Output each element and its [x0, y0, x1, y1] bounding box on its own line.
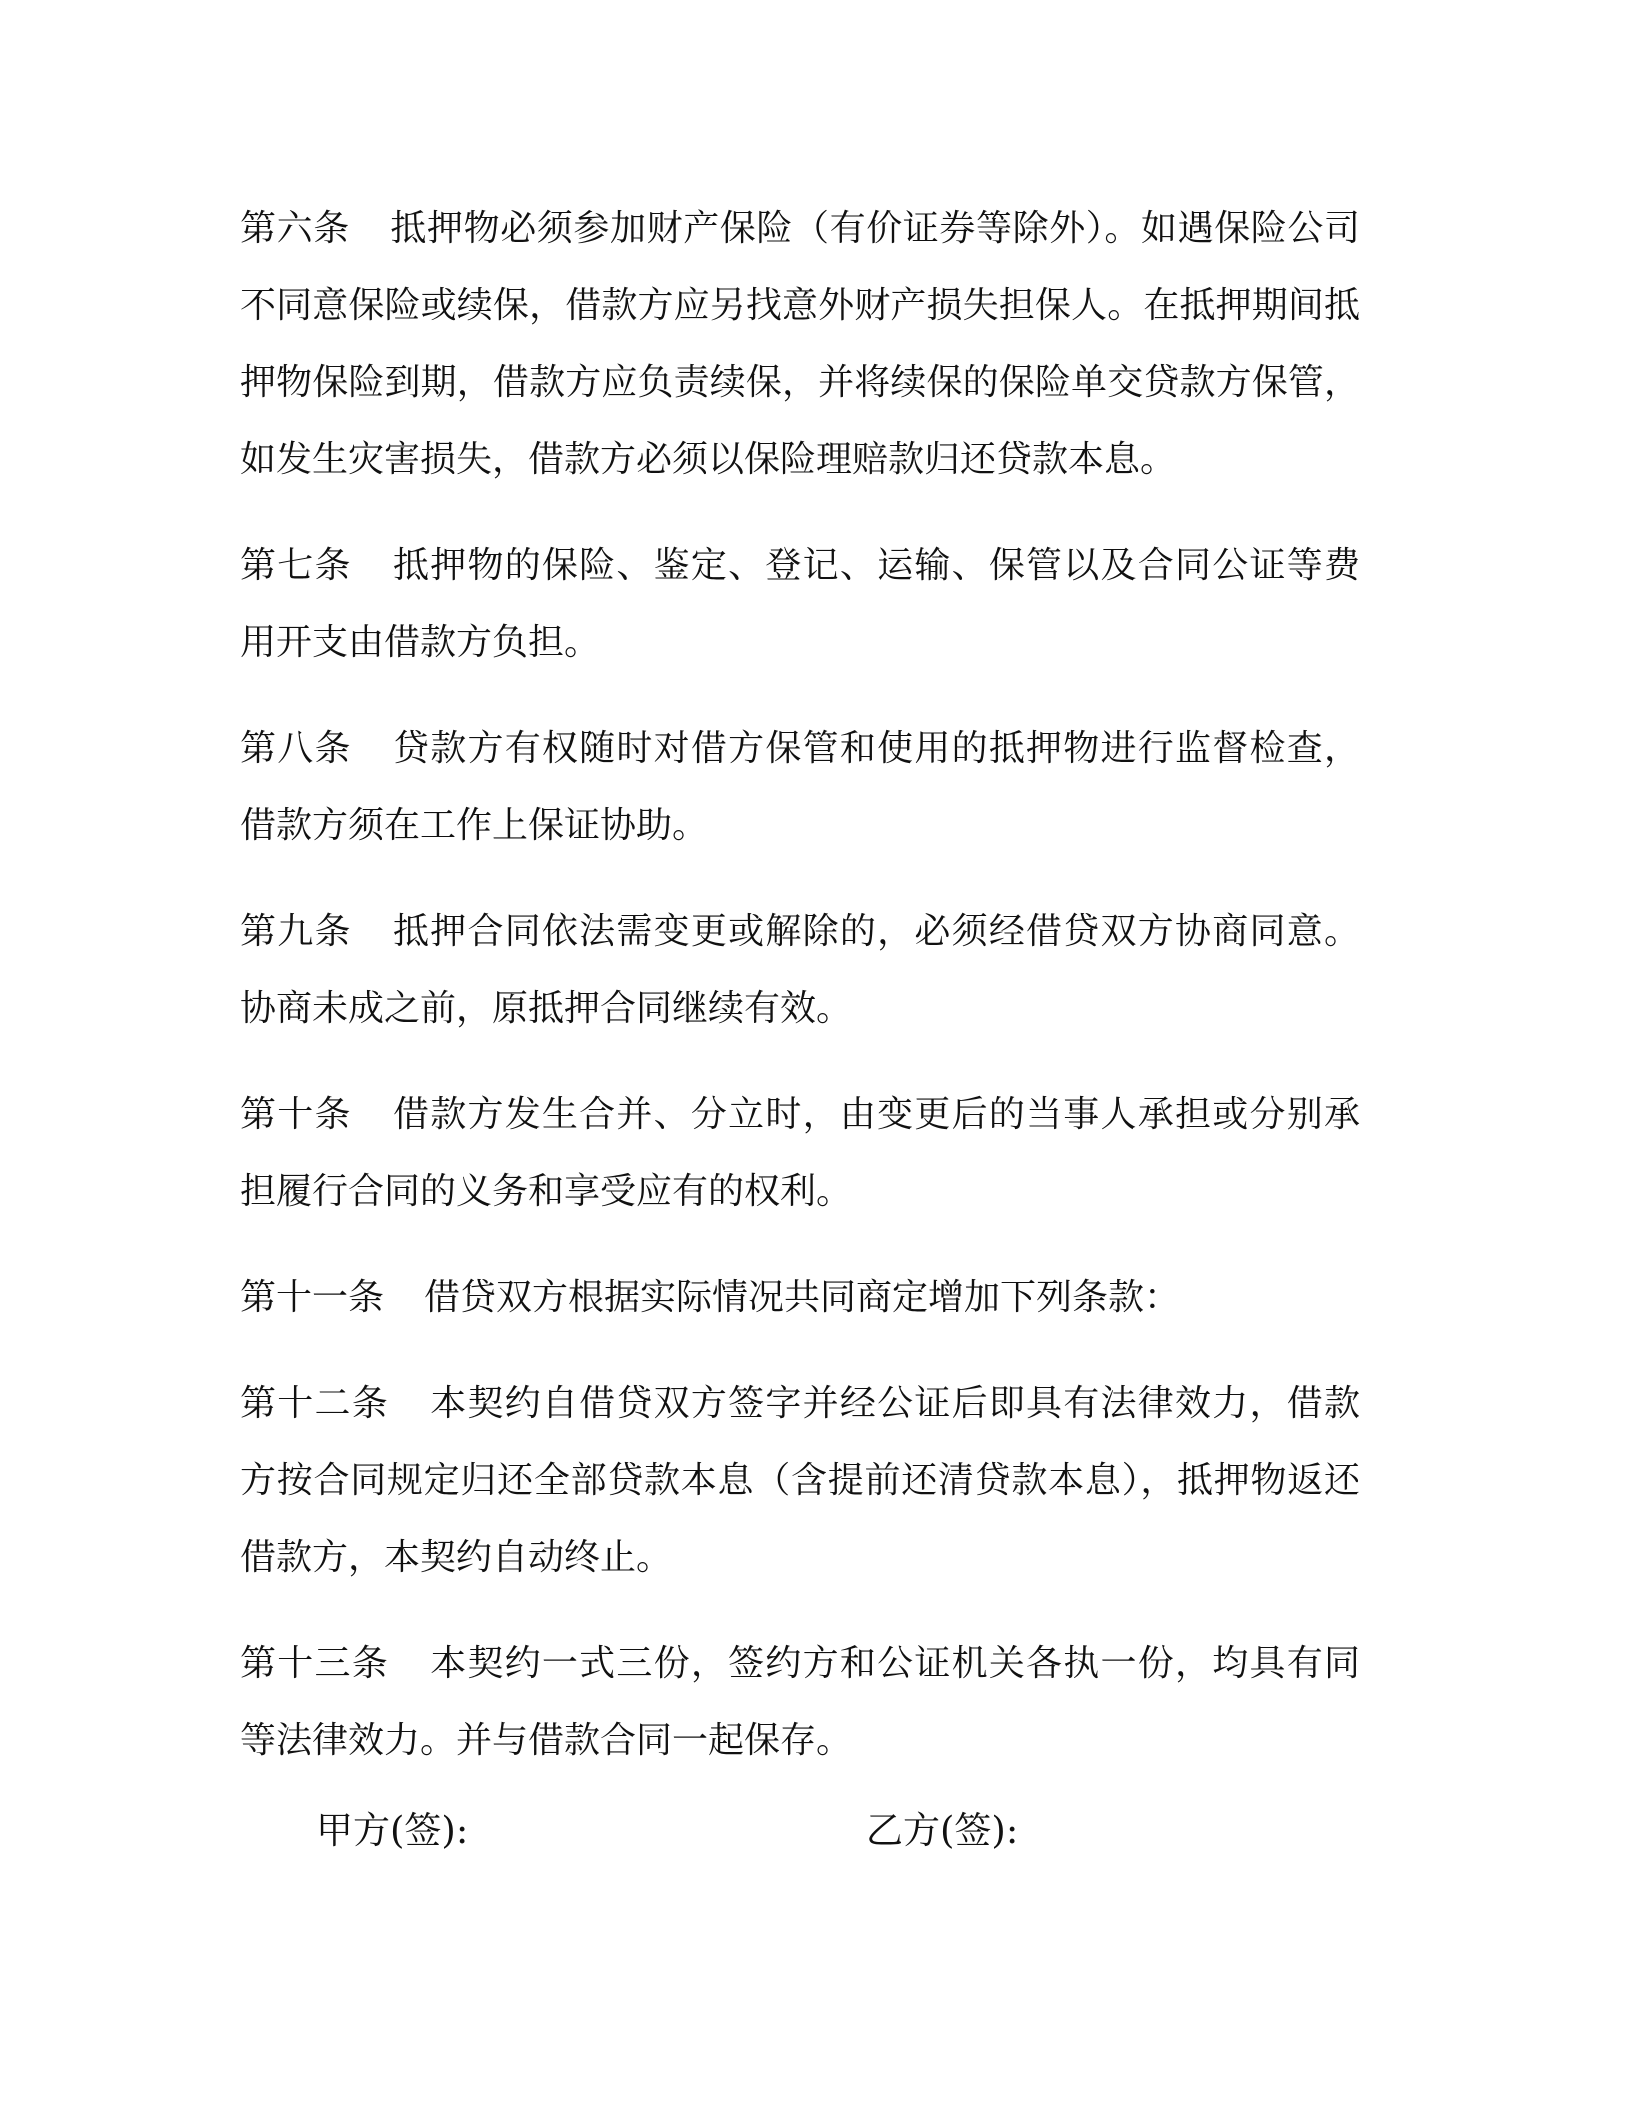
- article-number: 第十三条: [240, 1643, 389, 1684]
- article-text: 借贷双方根据实际情况共同商定增加下列条款：: [424, 1277, 1181, 1318]
- article-12: [240, 1365, 1360, 1596]
- article-text: 抵押合同依法需变更或解除的，必须经借贷双方协商同意。协商未成之前，原抵押合同继续有效。: [240, 911, 1360, 1029]
- article-6: [240, 190, 1360, 498]
- article-number: 第九条: [240, 911, 352, 952]
- article-number: 第十条: [240, 1094, 352, 1135]
- article-text: 贷款方有权随时对借方保管和使用的抵押物进行监督检查，借款方须在工作上保证协助。: [240, 728, 1360, 846]
- contract-body: [240, 190, 1360, 1808]
- article-9: [240, 893, 1360, 1047]
- article-11: [240, 1259, 1360, 1336]
- article-text: 抵押物的保险、鉴定、登记、运输、保管以及合同公证等费用开支由借款方负担。: [240, 545, 1360, 663]
- article-text: 抵押物必须参加财产保险（有价证券等除外）。如遇保险公司不同意保险或续保，借款方应另找意外财产损失担保人。在抵押期间抵押物保险到期，借款方应负责续保，并将续保的保险单交贷款方保管，如发生灾害损失，借款方必须以保险理赔款归还贷款本息。: [240, 208, 1360, 480]
- article-number: 第十二条: [240, 1383, 389, 1424]
- article-7: [240, 527, 1360, 681]
- article-number: 第十一条: [240, 1277, 385, 1318]
- signature-block: [316, 1800, 1316, 1860]
- article-text: 本契约自借贷双方签字并经公证后即具有法律效力，借款方按合同规定归还全部贷款本息（含提前还清贷款本息），抵押物返还借款方，本契约自动终止。: [240, 1383, 1360, 1578]
- article-number: 第七条: [240, 545, 352, 586]
- article-10: [240, 1076, 1360, 1230]
- article-number: 第八条: [240, 728, 352, 769]
- article-text: 借款方发生合并、分立时，由变更后的当事人承担或分别承担履行合同的义务和享受应有的权利。: [240, 1094, 1360, 1212]
- article-8: [240, 710, 1360, 864]
- article-number: 第六条: [240, 208, 350, 249]
- party-a-signature-label: 甲方(签):: [316, 1809, 469, 1852]
- article-text: 本契约一式三份，签约方和公证机关各执一份，均具有同等法律效力。并与借款合同一起保存。: [240, 1643, 1360, 1761]
- article-13: [240, 1625, 1360, 1779]
- party-b-signature-label: 乙方(签):: [866, 1809, 1019, 1852]
